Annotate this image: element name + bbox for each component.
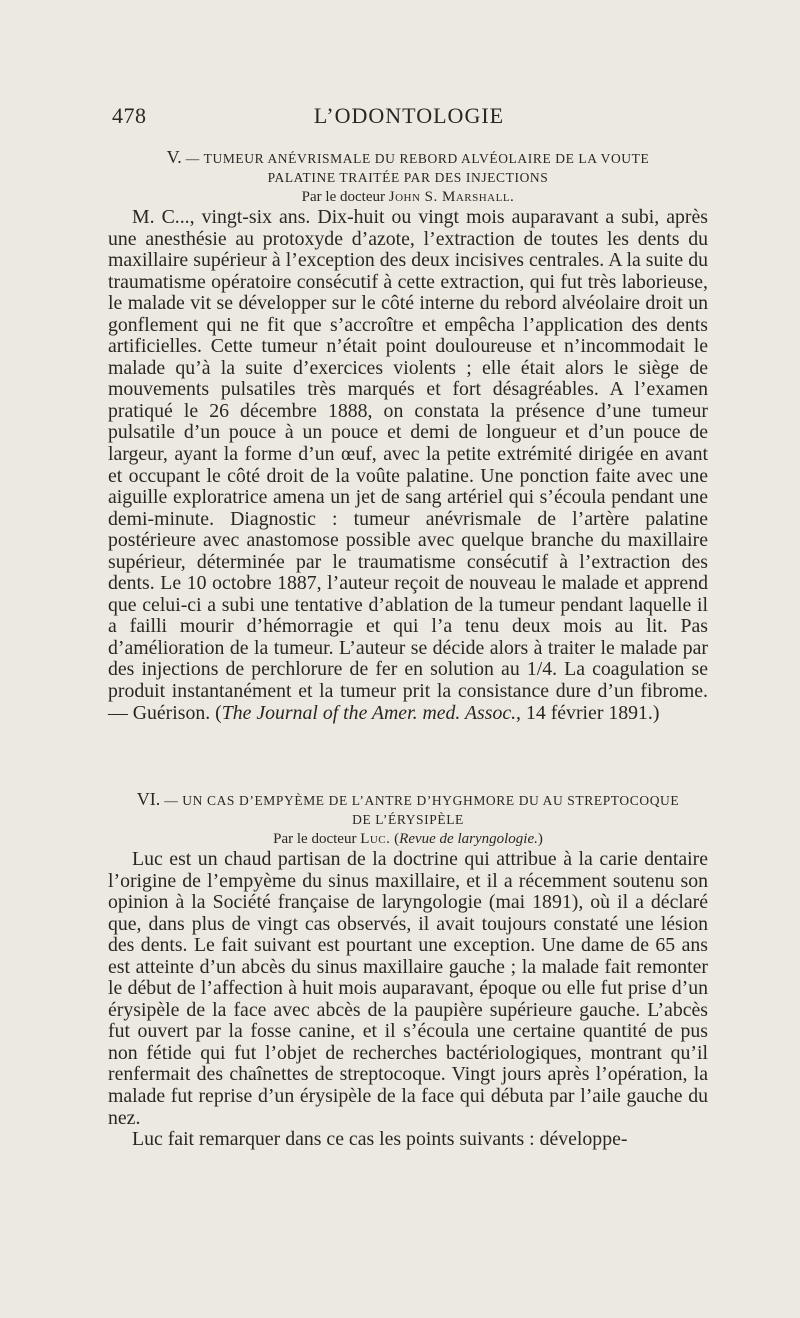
section-heading [108, 148, 708, 187]
byline-source-open: ( [394, 831, 400, 847]
byline-author: John S. Marshall. [388, 189, 515, 205]
byline-prefix: Par le docteur [301, 189, 385, 205]
section-number: V. [166, 147, 182, 167]
section-title-line2: PALATINE TRAITÉE PAR DES INJECTIONS [267, 170, 549, 185]
article-section-vi [108, 790, 708, 1151]
section-title-line2: DE L’ÉRYSIPÈLE [352, 812, 464, 827]
citation-date: 14 février 1891.) [525, 701, 660, 724]
article-section-v [108, 148, 708, 724]
paragraph-text: M. C..., vingt-six ans. Dix-huit ou vingt mois auparavant a subi, après une anesthésie au protoxyde d’azote, l’extraction de toutes les dents du maxillaire supérieur à l’exception des deux incisives centrales. A la suite du traumatisme opératoire consécutif à cette extraction, qui fut très laborieuse, le malade vit se développer sur le côté interne du rebord alvéolaire droit un gonflement qui ne fit que s’accroître et empêcha l’application des dents artificielles. Cette tumeur n’était point douloureuse et n’incommodait le malade qu’à la suite d’exercices violents ; elle était alors le siège de mouvements pulsatiles très marqués et fort désagréables. A l’examen pratiqué le 26 décembre 1888, on constata la présence d’une tumeur pulsatile d’un pouce à un pouce et demi de longueur et d’un pouce de largeur, ayant la forme d’un œuf, avec la petite extrémité dirigée en avant et occupant le côté droit de la voûte palatine. Une ponction faite avec une aiguille exploratrice amena un jet de sang artériel qui s’écoula pendant une demi-minute. Diagnostic : tumeur anévrismale de l’artère palatine postérieure avec anastomose possible avec quelque branche du maxillaire supérieur, déterminée par le traumatisme consécutif à l’extraction des dents. Le 10 octobre 1887, l’auteur reçoit de nouveau le malade et apprend que celui-ci a subi une tentative d’ablation de la tumeur pendant laquelle il a failli mourir d’hémorragie et qui l’a tenu deux mois au lit. Pas d’amélioration de la tumeur. L’auteur se décide alors à traiter le malade par des injections de perchlorure de fer en solution au 1/4. La coagulation se produit instantanément et la tumeur prit la consistance dure d’un fibrome. — Guérison. [108, 206, 708, 724]
running-title: L’ODONTOLOGIE [313, 103, 505, 128]
section-heading [108, 790, 708, 829]
citation-open: ( [215, 701, 222, 724]
section-title-line1: — TUMEUR ANÉVRISMALE DU REBORD ALVÉOLAIRE DE LA VOUTE [185, 151, 650, 166]
byline-prefix: Par le docteur [273, 831, 357, 847]
page-number: 478 [112, 103, 147, 128]
body-paragraph [108, 207, 708, 724]
page-header [112, 103, 706, 135]
byline [108, 187, 708, 207]
body-paragraph: Luc fait remarquer dans ce cas les points suivants : développe- [132, 1128, 628, 1151]
byline-source-close: ) [537, 831, 543, 847]
byline-source: Revue de laryngologie. [399, 831, 538, 847]
section-number: VI. [136, 789, 161, 809]
section-title-line1: — UN CAS D’EMPYÈME DE L’ANTRE D’HYGHMORE DU AU STREPTOCOQUE [164, 793, 680, 808]
body-paragraph: Luc est un chaud partisan de la doctrine qui attribue à la carie dentaire l’origine de l’empyème du sinus maxillaire, et il a récemment soutenu son opinion à la Société française de laryngologie (mai 1891), où il a déclaré que, dans plus de vingt cas observés, il avait toujours constaté une lésion des dents. Le fait suivant est pourtant une exception. Une dame de 65 ans est atteinte d’un abcès du sinus maxillaire gauche ; la malade fait remonter le début de l’affection à huit mois auparavant, époque ou elle fut prise d’un érysipèle de la face avec abcès de la paupière supérieure gauche. L’abcès fut ouvert par la fosse canine, et il s’écoula une certaine quantité de pus non fétide qui fut l’objet de recherches bactériologiques, montrant qu’il renfermait des chaînettes de streptocoque. Vingt jours après l’opération, la malade fut reprise d’un érysipèle de la face qui débuta par l’aile gauche du nez. [108, 848, 708, 1129]
byline [108, 829, 708, 849]
citation-journal: The Journal of the Amer. med. Assoc., [221, 701, 522, 724]
byline-author: Luc. [360, 831, 391, 847]
